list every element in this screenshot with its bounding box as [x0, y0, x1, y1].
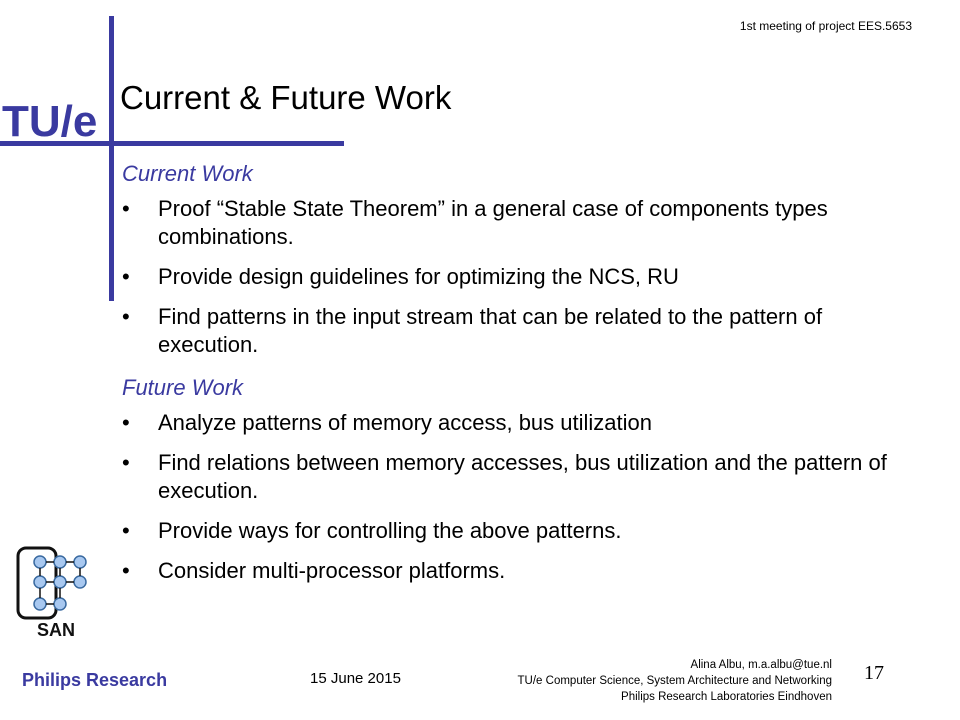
san-logo	[10, 546, 102, 640]
affiliation-line-2: Philips Research Laboratories Eindhoven	[621, 691, 832, 703]
bullet-item: • Find patterns in the input stream that can be related to the pattern of execution.	[122, 304, 823, 357]
bullet-dot: •	[122, 558, 130, 583]
bullet-dot: •	[122, 410, 130, 435]
page-number: 17	[864, 662, 884, 684]
affiliation-line-1: TU/e Computer Science, System Architecture and Networking	[517, 675, 832, 687]
bullet-item: • Provide ways for controlling the above patterns.	[122, 518, 622, 543]
bullet-dot: •	[122, 264, 130, 289]
bullet-item: • Analyze patterns of memory access, bus utilization	[122, 410, 653, 435]
bullet-dot: •	[122, 196, 130, 221]
bullet-item: • Proof “Stable State Theorem” in a general case of components types combinations.	[122, 196, 828, 249]
bullet-item: • Find relations between memory accesses, bus utilization and the pattern of execution.	[122, 450, 887, 503]
bullet-dot: •	[122, 518, 130, 543]
svg-text:TU/e: TU/e	[2, 97, 98, 144]
author-block	[440, 657, 832, 705]
bullet-dot: •	[122, 450, 130, 475]
svg-text:SAN: SAN	[36, 620, 76, 640]
author-line: Alina Albu, m.a.albu@tue.nl	[690, 659, 832, 671]
bullet-dot: •	[122, 304, 130, 329]
bullet-item: • Provide design guidelines for optimizing the NCS, RU	[122, 264, 679, 289]
slide-content	[122, 157, 922, 597]
vertical-rule	[109, 16, 114, 301]
tue-logo	[0, 96, 110, 144]
bullet-item: • Consider multi-processor platforms.	[122, 558, 506, 583]
section-heading-future: Future Work	[122, 375, 244, 400]
slide-date: 15 June 2015	[310, 670, 401, 687]
company-name: Philips Research	[22, 670, 168, 690]
meeting-label: 1st meeting of project EES.5653	[739, 19, 912, 33]
slide-title: Current & Future Work	[120, 79, 452, 116]
section-heading-current: Current Work	[122, 161, 253, 186]
